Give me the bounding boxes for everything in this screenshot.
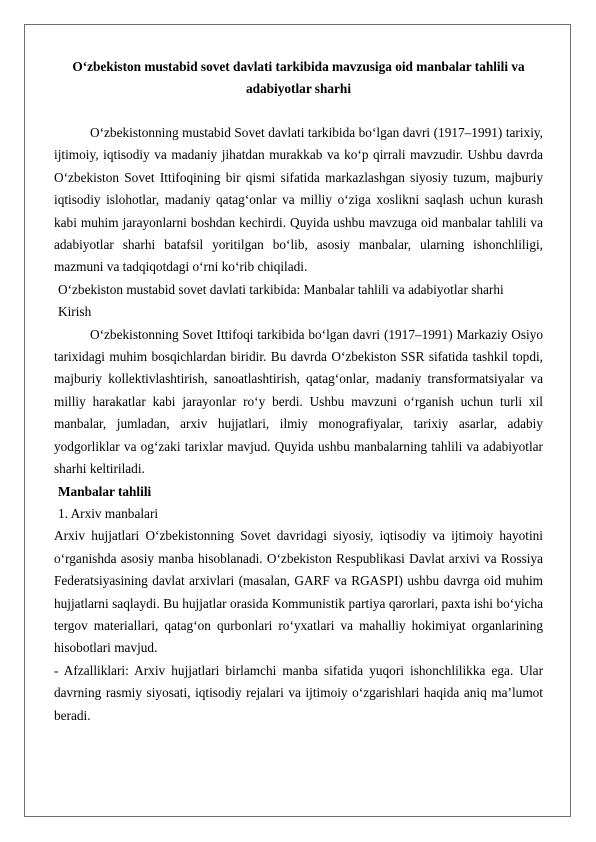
subtitle-line: O‘zbekiston mustabid sovet davlati tarkibida: Manbalar tahlili va adabiyotlar sharhi — [58, 281, 504, 297]
afzalliklari-paragraph: - Afzalliklari: Arxiv hujjatlari birlamchi manba sifatida yuqori ishonchlilikka ega. Ular davrning rasmiy siyosati, iqtisodiy rejalari va ijtimoiy o‘zgarishlari haqida aniq ma’lumot beradi. — [54, 662, 543, 723]
section-heading-kirish: Kirish — [58, 304, 92, 320]
document-title: O‘zbekiston mustabid sovet davlati tarkibida mavzusiga oid manbalar tahlili va adabiyotlar sharhi — [72, 59, 525, 96]
document-body — [54, 56, 543, 727]
arxiv-paragraph: Arxiv hujjatlari O‘zbekistonning Sovet davridagi siyosiy, iqtisodiy va ijtimoiy hayotini o‘rganishda asosiy manba hisoblanadi. O‘zbekiston Respublikasi Davlat arxivi va Rossiya Federatsiyasining davlat arxivlari (masalan, GARF va RGASPI) ushbu davrga oid muhim hujjatlarni saqlaydi. Bu hujjatlar orasida Kommunistik partiya qarorlari, paxta ishi bo‘yicha tergov materiallari, qatag‘on qurbonlari ro‘yxatlari va mahalliy hokimiyat organlarining hisobotlari mavjud. — [54, 528, 543, 656]
section-heading-manbalar: Manbalar tahlili — [58, 483, 152, 499]
intro-paragraph: O‘zbekistonning mustabid Sovet davlati tarkibida bo‘lgan davri (1917–1991) tarixiy, ijtimoiy, iqtisodiy va madaniy jihatdan murakkab va ko‘p qirrali mavzudir. Ushbu davrda O‘zbekiston Sovet Ittifoqining bir qismi sifatida markazlashgan siyosiy tuzum, majburiy iqtisodiy islohotlar, madaniy qatag‘onlar va milliy o‘ziga xoslikni saqlash uchun kurash kabi muhim jarayonlarni boshdan kechirdi. Quyida ushbu mavzuga oid manbalar tahlili va adabiyotlar sharhi batafsil yoritilgan bo‘lib, asosiy manbalar, ularning ishonchliligi, mazmuni va tadqiqotdagi o‘rni ko‘rib chiqiladi. — [54, 125, 543, 275]
kirish-paragraph: O‘zbekistonning Sovet Ittifoqi tarkibida bo‘lgan davri (1917–1991) Markaziy Osiyo tarixidagi muhim bosqichlardan biridir. Bu davrda O‘zbekiston SSR sifatida tashkil topdi, majburiy kollektivlashtirish, sanoatlashtirish, qatag‘onlar, madaniy transformatsiyalar va milliy harakatlar kabi jarayonlar ro‘y berdi. Ushbu mavzuni o‘rganish uchun turli xil manbalar, jumladan, arxiv hujjatlari, ilmiy monografiyalar, tarixiy asarlar, adabiy yodgorliklar va og‘zaki tarixlar mavjud. Quyida ushbu manbalarning tahlili va adabiyotlar sharhi keltiriladi. — [54, 326, 543, 477]
subsection-heading-arxiv: 1. Arxiv manbalari — [58, 505, 159, 521]
